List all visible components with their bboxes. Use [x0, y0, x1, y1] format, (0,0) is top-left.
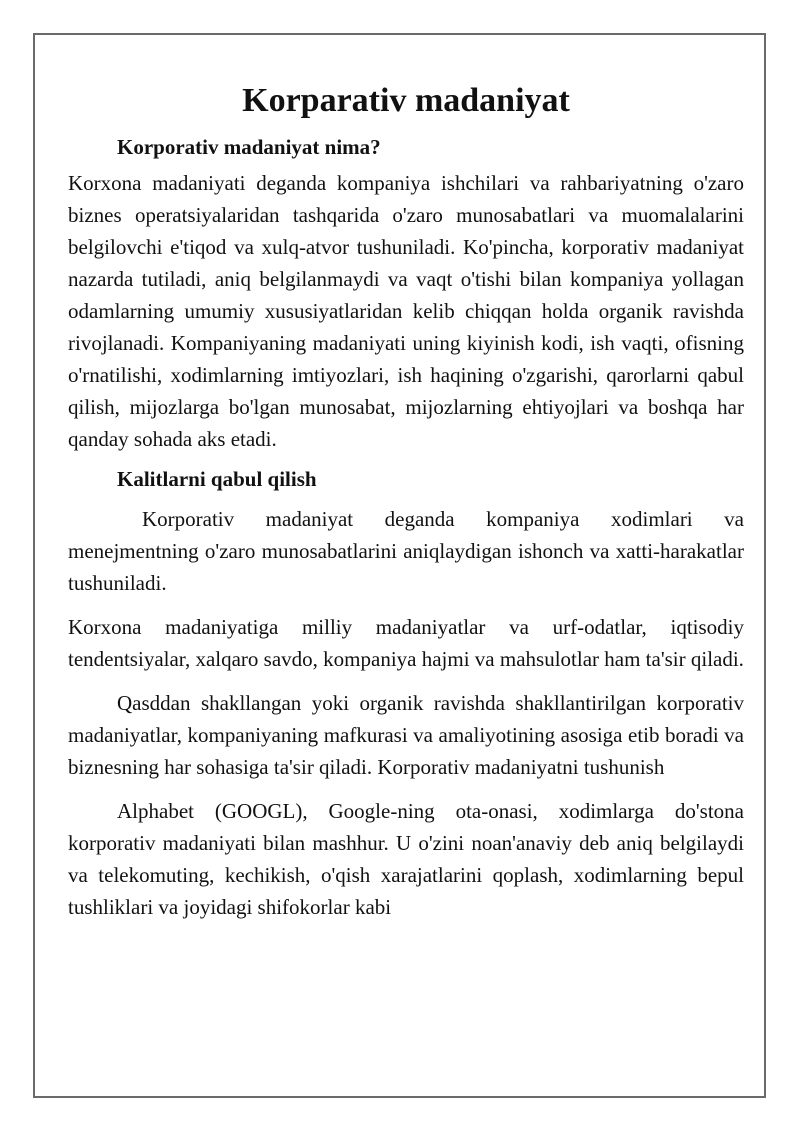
- paragraph-takeaway-1: Korporativ madaniyat deganda kompaniya xodimlari va menejmentning o'zaro munosabatlarini aniqlaydigan ishonch va xatti-harakatlar tushuniladi.: [68, 507, 744, 595]
- paragraph-alphabet-example: Alphabet (GOOGL), Google-ning ota-onasi, xodimlarga do'stona korporativ madaniyati bilan mashhur. U o'zini noan'anaviy deb aniq belgilaydi va telekomuting, kechikish, o'qish xarajatlarini qoplash, xodimlarning bepul tushliklari va joyidagi shifokorlar kabi: [68, 799, 744, 919]
- document-page: [33, 33, 766, 1098]
- paragraph-takeaway-3: Qasddan shakllangan yoki organik ravishda shakllantirilgan korporativ madaniyatlar, kompaniyaning mafkurasi va amaliyotining asosiga etib boradi va biznesning har sohasiga ta'sir qiladi. Korporativ madaniyatni tushunish: [68, 691, 744, 779]
- document-body: [68, 35, 744, 923]
- paragraph-definition: Korxona madaniyati deganda kompaniya ishchilari va rahbariyatning o'zaro biznes operatsiyalaridan tashqarida o'zaro munosabatlari va muomalalarini belgilovchi e'tiqod va xulq-atvor tushuniladi. Ko'pincha, korporativ madaniyat nazarda tutiladi, aniq belgilanmaydi va vaqt o'tishi bilan kompaniya yollagan odamlarning umumiy xususiyatlaridan kelib chiqqan holda organik ravishda rivojlanadi. Kompaniyaning madaniyati uning kiyinish kodi, ish vaqti, ofisning o'rnatilishi, xodimlarning imtiyozlari, ish haqining o'zgarishi, qarorlarni qabul qilish, mijozlarga bo'lgan munosabat, mijozlarning ehtiyojlari va boshqa har qanday sohada aks etadi.: [68, 171, 744, 451]
- section-heading-what-is: Korporativ madaniyat nima?: [117, 135, 381, 159]
- section-heading-key-takeaways: Kalitlarni qabul qilish: [117, 467, 317, 491]
- paragraph-takeaway-2: Korxona madaniyatiga milliy madaniyatlar va urf-odatlar, iqtisodiy tendentsiyalar, xalqaro savdo, kompaniya hajmi va mahsulotlar ham ta'sir qiladi.: [68, 615, 744, 671]
- document-title: Korparativ madaniyat: [242, 82, 570, 119]
